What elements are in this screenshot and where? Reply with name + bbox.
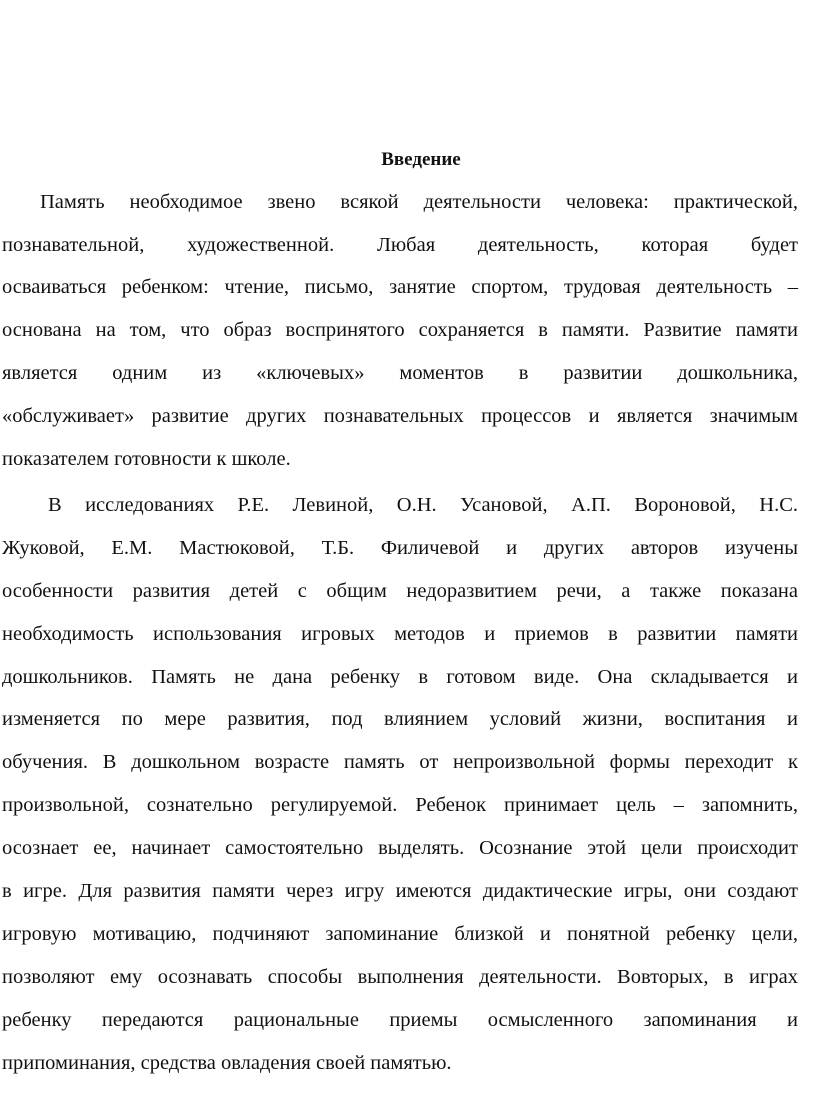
paragraph-2-line: обучения. В дошкольном возрасте память от непроизвольной формы переходит к: [2, 751, 798, 773]
paragraph-1-line: осваиваться ребенком: чтение, письмо, занятие спортом, трудовая деятельность –: [2, 276, 798, 298]
paragraph-1-line: показателем готовности к школе.: [2, 448, 291, 470]
paragraph-2-line: особенности развития детей с общим недоразвитием речи, а также показана: [2, 580, 798, 602]
paragraph-2-line: осознает ее, начинает самостоятельно выделять. Осознание этой цели происходит: [2, 837, 798, 859]
paragraph-1-line: является одним из «ключевых» моментов в развитии дошкольника,: [2, 362, 798, 384]
paragraph-1-line: познавательной, художественной. Любая деятельность, которая будет: [2, 234, 798, 256]
document-title: Введение: [381, 149, 461, 170]
paragraph-2-line: изменяется по мере развития, под влиянием условий жизни, воспитания и: [2, 708, 798, 730]
paragraph-2-line: В исследованиях Р.Е. Левиной, О.Н. Усановой, А.П. Вороновой, Н.С.: [48, 494, 798, 516]
paragraph-2-line: ребенку передаются рациональные приемы осмысленного запоминания и: [2, 1009, 798, 1031]
paragraph-1-line: «обслуживает» развитие других познавательных процессов и является значимым: [2, 405, 798, 427]
paragraph-1-line: Память необходимое звено всякой деятельности человека: практической,: [40, 191, 798, 213]
paragraph-2-line: произвольной, сознательно регулируемой. Ребенок принимает цель – запомнить,: [2, 794, 798, 816]
paragraph-2-line: в игре. Для развития памяти через игру имеются дидактические игры, они создают: [2, 880, 798, 902]
paragraph-2-line: припоминания, средства овладения своей памятью.: [2, 1052, 452, 1074]
paragraph-2-line: дошкольников. Память не дана ребенку в готовом виде. Она складывается и: [2, 666, 798, 688]
paragraph-2-line: Жуковой, Е.М. Мастюковой, Т.Б. Филичевой и других авторов изучены: [2, 537, 798, 559]
paragraph-2-line: необходимость использования игровых методов и приемов в развитии памяти: [2, 623, 798, 645]
paragraph-2-line: позволяют ему осознавать способы выполнения деятельности. Вовторых, в играх: [2, 966, 798, 988]
paragraph-2-line: игровую мотивацию, подчиняют запоминание близкой и понятной ребенку цели,: [2, 923, 798, 945]
paragraph-1-line: основана на том, что образ воспринятого сохраняется в памяти. Развитие памяти: [2, 319, 798, 341]
